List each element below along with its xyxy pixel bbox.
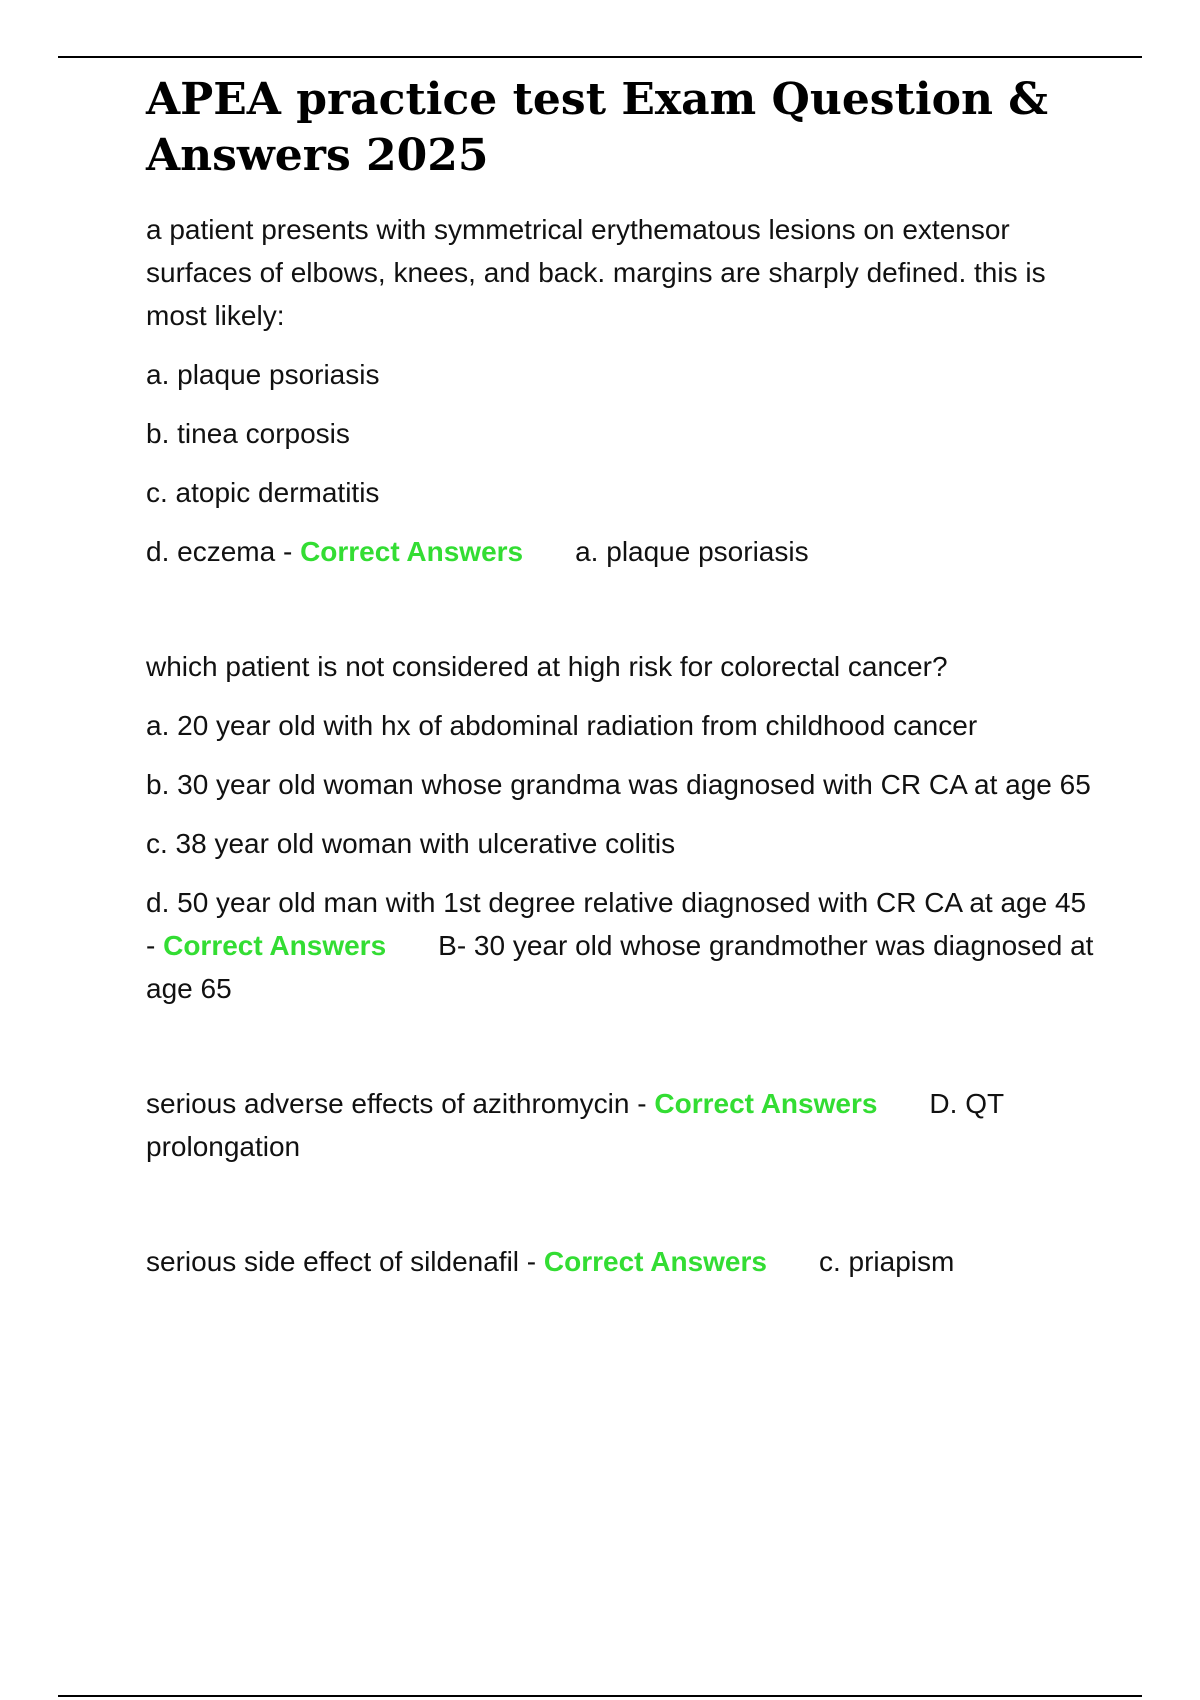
question-block-1 [146,208,1096,573]
option-d: d. 50 year old man with 1st degree relative diagnosed with CR CA at age 45 - [146,887,1087,961]
question-stem: a patient presents with symmetrical erythematous lesions on extensor surfaces of elbows, knees, and back. margins are sharply defined. this is most likely: [146,214,1046,331]
option-b: b. 30 year old woman whose grandma was diagnosed with CR CA at age 65 [146,769,1091,800]
top-divider [58,56,1142,58]
answer-text: B- 30 year old whose grandmother was diagnosed at age 65 [146,930,1094,1004]
option-c: c. 38 year old woman with ulcerative colitis [146,828,676,859]
correct-answers-label: Correct Answers [543,1246,767,1277]
question-stem: which patient is not considered at high risk for colorectal cancer? [146,651,948,682]
answer-text: c. priapism [818,1246,955,1277]
option-d: d. eczema - [146,536,293,567]
option-b: b. tinea corposis [146,418,350,449]
option-a: a. plaque psoriasis [146,359,380,390]
question-with-answer [146,1082,1096,1168]
document-body [146,72,1096,1299]
question-stem: serious side effect of sildenafil - [146,1246,537,1277]
answer-text: a. plaque psoriasis [575,536,809,567]
option-d-with-answer [146,530,1096,573]
question-stem: serious adverse effects of azithromycin - [146,1088,647,1119]
page-title: APEA practice test Exam Question & Answers 2025 [146,74,1048,181]
bottom-divider [58,1695,1142,1697]
option-d-with-answer [146,881,1096,1010]
option-a: a. 20 year old with hx of abdominal radiation from childhood cancer [146,710,978,741]
correct-answers-label: Correct Answers [654,1088,878,1119]
question-with-answer [146,1240,1096,1283]
question-block-4 [146,1240,1096,1283]
answer-text: D. QT prolongation [146,1088,1004,1162]
correct-answers-label: Correct Answers [163,930,387,961]
option-c: c. atopic dermatitis [146,477,380,508]
question-block-2 [146,645,1096,1010]
correct-answers-label: Correct Answers [300,536,524,567]
question-block-3 [146,1082,1096,1168]
